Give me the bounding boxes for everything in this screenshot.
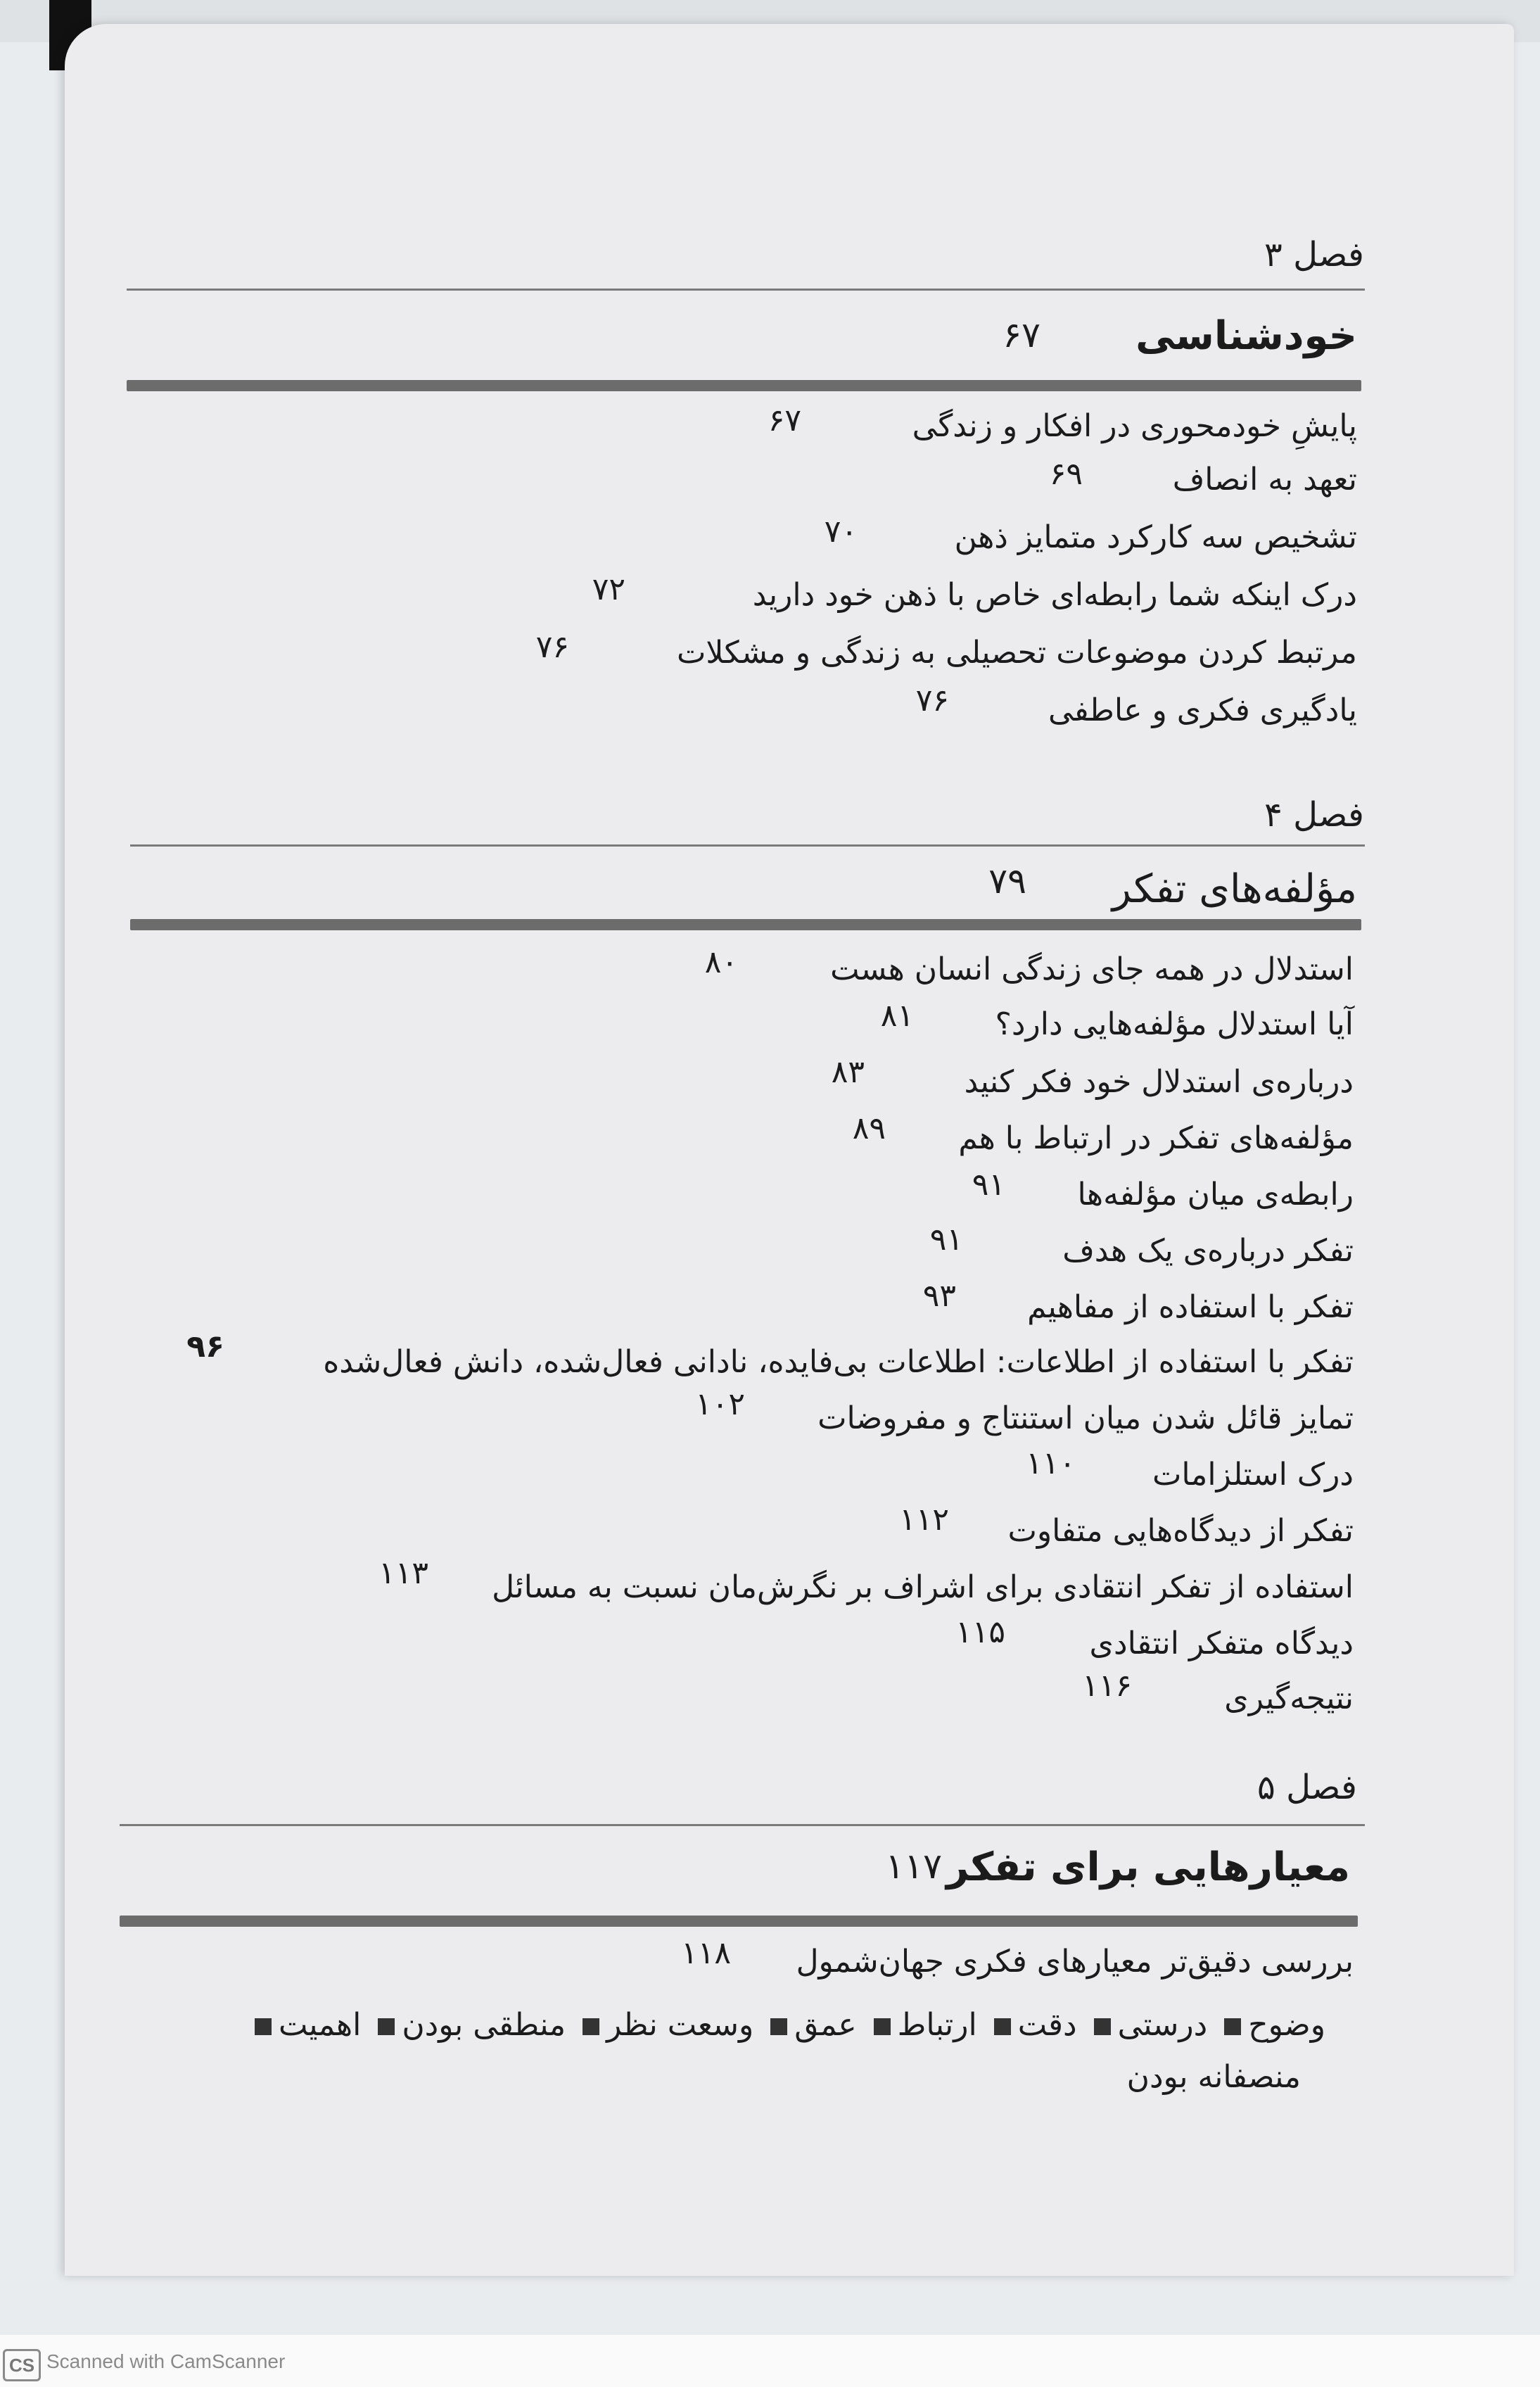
toc-page-number: ۹۶ [186,1329,224,1365]
toc-page-number: ۸۰ [704,944,738,980]
toc-entry: تفکر با استفاده از مفاهیم [1027,1289,1354,1325]
toc-page-number: ۱۱۰ [1026,1445,1076,1481]
chapter-title: مؤلفه‌های تفکر [1112,866,1357,912]
chapter-title: معیارهایی برای تفکر [946,1844,1350,1890]
toc-page-number: ۷۶ [915,683,949,718]
toc-entry: رابطه‌ی میان مؤلفه‌ها [1077,1177,1354,1213]
toc-entry: تشخیص سه کارکرد متمایز ذهن [954,519,1357,555]
square-bullet-icon [583,2018,599,2035]
chapter-divider-thin [127,289,1365,291]
toc-page-number: ۱۰۲ [695,1386,745,1422]
camscanner-logo: CS [3,2349,41,2381]
standard-item-last: منصفانه بودن [1126,2059,1301,2095]
standards-list [115,2004,1325,2046]
toc-page-number: ۹۳ [922,1278,956,1314]
toc-page-number: ۱۱۵ [955,1614,1005,1650]
square-bullet-icon [874,2018,891,2035]
toc-page-number: ۱۱۲ [899,1502,949,1538]
chapter-title-page: ۶۷ [1003,315,1041,355]
toc-entry: استدلال در همه جای زندگی انسان هست [830,951,1354,987]
toc-page-number: ۷۶ [535,629,569,665]
square-bullet-icon [1094,2018,1111,2035]
toc-entry: آیا استدلال مؤلفه‌هایی دارد؟ [995,1006,1354,1042]
toc-page-number: ۷۰ [824,514,858,550]
toc-page-number: ۶۷ [768,403,801,438]
toc-entry: بررسی دقیق‌تر معیارهای فکری جهان‌شمول [796,1944,1354,1980]
chapter-heading: فصل ۳ [1264,235,1364,274]
toc-page-number: ۶۹ [1049,456,1083,492]
toc-page-number: ۹۱ [929,1222,963,1258]
standard-item: وضوح [1248,2007,1325,2043]
toc-entry: مرتبط کردن موضوعات تحصیلی به زندگی و مشکلات [676,635,1357,671]
chapter-divider-thin [120,1824,1365,1826]
chapter-title: خودشناسی [1135,313,1357,359]
camscanner-watermark: Scanned with CamScanner [46,2350,286,2372]
toc-page-number: ۸۹ [852,1110,886,1146]
chapter-title-page: ۷۹ [988,861,1026,901]
toc-entry: درک اینکه شما رابطه‌ای خاص با ذهن خود دارید [752,577,1357,613]
toc-page-number: ۱۱۳ [378,1555,428,1591]
chapter-heading: فصل ۴ [1264,795,1364,835]
toc-entry: استفاده از تفکر انتقادی برای اشراف بر نگرش‌مان نسبت به مسائل [492,1569,1354,1605]
toc-page-number: ۱۱۸ [681,1935,731,1971]
toc-entry: نتیجه‌گیری [1224,1680,1354,1716]
toc-page-number: ۷۲ [592,571,625,607]
square-bullet-icon [1224,2018,1241,2035]
chapter-title-page: ۱۱۷ [885,1846,942,1887]
standard-item: درستی [1117,2007,1208,2043]
toc-entry: تفکر درباره‌ی یک هدف [1062,1233,1354,1269]
chapter-divider-thick [130,919,1361,930]
standard-item: اهمیت [278,2007,362,2043]
standard-item: وسعت نظر [606,2007,754,2043]
toc-entry: درباره‌ی استدلال خود فکر کنید [964,1064,1354,1100]
standard-item: منطقی بودن [402,2007,566,2043]
toc-entry: دیدگاه متفکر انتقادی [1089,1626,1354,1661]
standard-item: دقت [1017,2007,1077,2043]
square-bullet-icon [378,2018,395,2035]
toc-entry: مؤلفه‌های تفکر در ارتباط با هم [958,1120,1354,1156]
standard-item: ارتباط [897,2007,977,2043]
chapter-divider-thin [130,844,1365,847]
toc-entry: تفکر از دیدگاه‌هایی متفاوت [1007,1513,1354,1549]
chapter-divider-thick [127,380,1361,391]
toc-entry: تفکر با استفاده از اطلاعات: اطلاعات بی‌فایده، نادانی فعال‌شده، دانش فعال‌شده [323,1344,1354,1380]
toc-page-number: ۸۱ [880,998,914,1034]
standard-item: عمق [794,2007,857,2043]
square-bullet-icon [770,2018,787,2035]
toc-page-number: ۹۱ [972,1167,1005,1203]
toc-entry: پایشِ خودمحوری در افکار و زندگی [912,408,1357,444]
square-bullet-icon [994,2018,1011,2035]
toc-entry: یادگیری فکری و عاطفی [1048,692,1357,728]
toc-entry: تمایز قائل شدن میان استنتاج و مفروضات [817,1400,1354,1436]
chapter-divider-thick [120,1916,1358,1927]
toc-page-number: ۸۳ [831,1054,865,1090]
square-bullet-icon [255,2018,272,2035]
toc-page-number: ۱۱۶ [1082,1668,1132,1704]
toc-entry: درک استلزامات [1152,1457,1354,1493]
chapter-heading: فصل ۵ [1257,1768,1357,1807]
toc-entry: تعهد به انصاف [1172,462,1357,498]
